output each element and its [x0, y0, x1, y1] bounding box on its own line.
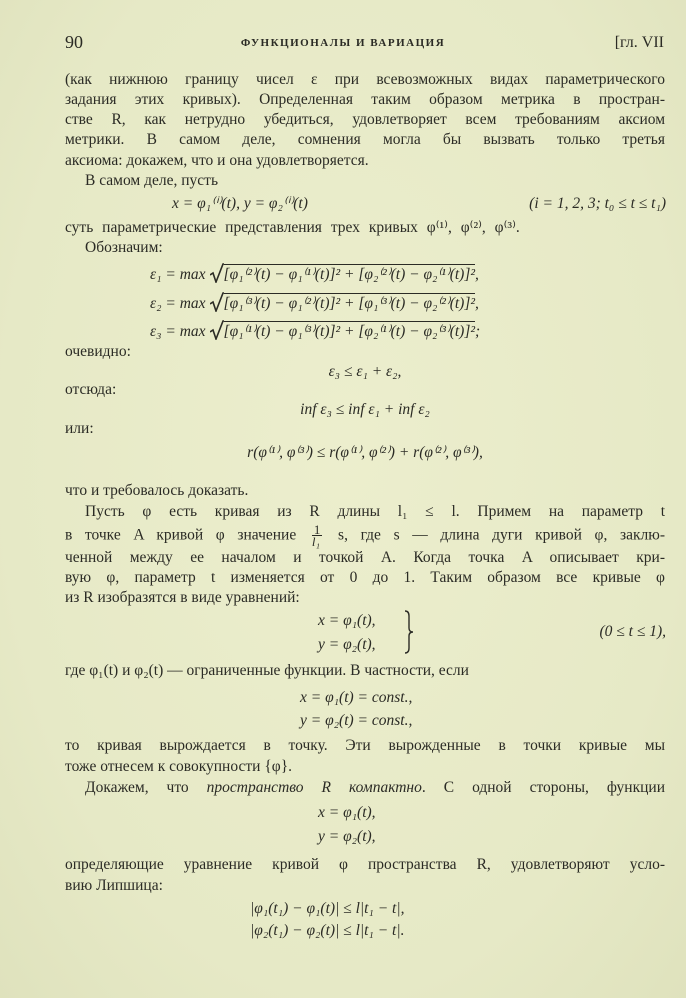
text-line: отсюда: [65, 381, 117, 398]
text-line: определяющие уравнение кривой φ пространства R, удовлетворяют усло- [65, 856, 665, 873]
eps3-radicand: [φ₁⁽¹⁾(t) − φ₁⁽³⁾(t)]² + [φ₂⁽¹⁾(t) − φ₂⁽³⁾(t)]² [223, 323, 475, 340]
text-line: то кривая вырождается в точку. Эти вырожденные в точки кривые мы [65, 737, 665, 754]
equation-metric: r(φ⁽¹⁾, φ⁽³⁾) ≤ r(φ⁽¹⁾, φ⁽²⁾) + r(φ⁽²⁾, φ⁽³⁾), [247, 444, 483, 461]
eps1-radicand: [φ₁⁽²⁾(t) − φ₁⁽¹⁾(t)]² + [φ₂⁽²⁾(t) − φ₂⁽¹⁾(t)]² [223, 266, 475, 283]
text-line: вую φ, параметр t изменяется от 0 до 1. Таким образом все кривые φ [65, 569, 665, 586]
fraction-denominator: l₁ [311, 534, 321, 549]
eps3-lhs: ε₃ = max [150, 323, 206, 340]
equation-eps2 [150, 292, 479, 314]
equation-const-y: y = φ₂(t) = const., [300, 712, 413, 729]
text-segment: s, где s — длина дуги кривой φ, заклю- [338, 526, 666, 544]
text-line: где φ₁(t) и φ₂(t) — ограниченные функции. В частности, если [65, 662, 469, 679]
emphasis-text: пространство R компактно [206, 779, 422, 796]
equation-curve-y: y = φ₂(t), [318, 828, 376, 845]
eps2-radicand: [φ₁⁽³⁾(t) − φ₁⁽²⁾(t)]² + [φ₁⁽³⁾(t) − φ₂⁽²⁾(t)]² [223, 295, 475, 312]
text-line: или: [65, 420, 94, 437]
sqrt-icon [210, 320, 224, 340]
text-line: что и требовалось доказать. [65, 482, 249, 499]
text-line: стве R, как нетрудно убедиться, удовлетворяет всем требованиям аксиом [65, 111, 665, 128]
text-line: вию Липшица: [65, 877, 163, 894]
text-line [65, 778, 665, 798]
text-line: (как нижнюю границу чисел ε при всевозможных видах параметрического [65, 71, 665, 88]
equation-triangle: ε₃ ≤ ε₁ + ε₂, [328, 363, 402, 380]
text-line: очевидно: [65, 343, 131, 360]
equation-param: x = φ₁⁽ⁱ⁾(t), y = φ₂⁽ⁱ⁾(t) [172, 195, 308, 212]
fraction-numerator: 1 [313, 522, 321, 537]
equation-eps1 [150, 263, 479, 285]
page-number: 90 [65, 32, 83, 52]
equation-system-y: y = φ₂(t), [318, 636, 376, 653]
punct: , [475, 266, 479, 283]
chapter-label: [гл. VII [614, 34, 664, 51]
text-segment: в точке A кривой φ значение [65, 526, 297, 544]
equation-lipschitz-2: |φ₂(t₁) − φ₂(t)| ≤ l|t₁ − t|. [250, 922, 405, 939]
equation-system-x: x = φ₁(t), [318, 612, 376, 629]
equation-param-range: (i = 1, 2, 3; t₀ ≤ t ≤ t₁) [529, 195, 666, 212]
text-line: тоже отнесем к совокупности {φ}. [65, 758, 293, 775]
text-line: В самом деле, пусть [85, 172, 219, 189]
text-line: суть параметрические представления трех кривых φ⁽¹⁾, φ⁽²⁾, φ⁽³⁾. [65, 219, 520, 236]
equation-curve-x: x = φ₁(t), [318, 804, 376, 821]
running-title: ФУНКЦИОНАЛЫ И ВАРИАЦИЯ [240, 37, 446, 49]
text-line: аксиома: докажем, что и она удовлетворяется. [65, 152, 369, 169]
eps1-lhs: ε₁ = max [150, 266, 206, 283]
text-line: метрики. В самом деле, сомнения могла бы вызвать только третья [65, 131, 665, 148]
text-line: ченной между ее началом и точкой A. Когда точка A описывает кри- [65, 549, 665, 566]
text-line [65, 522, 666, 549]
right-brace-icon [404, 610, 414, 654]
text-line: Пусть φ есть кривая из R длины l₁ ≤ l. Примем на параметр t [85, 503, 665, 520]
eps2-lhs: ε₂ = max [150, 295, 206, 312]
sqrt-icon [210, 292, 224, 312]
equation-lipschitz-1: |φ₁(t₁) − φ₁(t)| ≤ l|t₁ − t|, [250, 900, 405, 917]
punct: , [475, 295, 479, 312]
punct: ; [475, 323, 481, 340]
text-line: Обозначим: [85, 239, 163, 256]
sqrt-icon [210, 263, 224, 283]
text-line: из R изобразятся в виде уравнений: [65, 589, 300, 606]
equation-eps3 [150, 320, 480, 342]
fraction [311, 522, 323, 549]
text-line: задания этих кривых). Определенная таким образом метрика в простран- [65, 91, 665, 108]
equation-const-x: x = φ₁(t) = const., [300, 689, 413, 706]
equation-system-range: (0 ≤ t ≤ 1), [599, 623, 666, 640]
text-segment: Докажем, что [85, 779, 207, 796]
text-segment: . С одной стороны, функции [421, 779, 665, 796]
equation-inf: inf ε₃ ≤ inf ε₁ + inf ε₂ [300, 401, 430, 418]
